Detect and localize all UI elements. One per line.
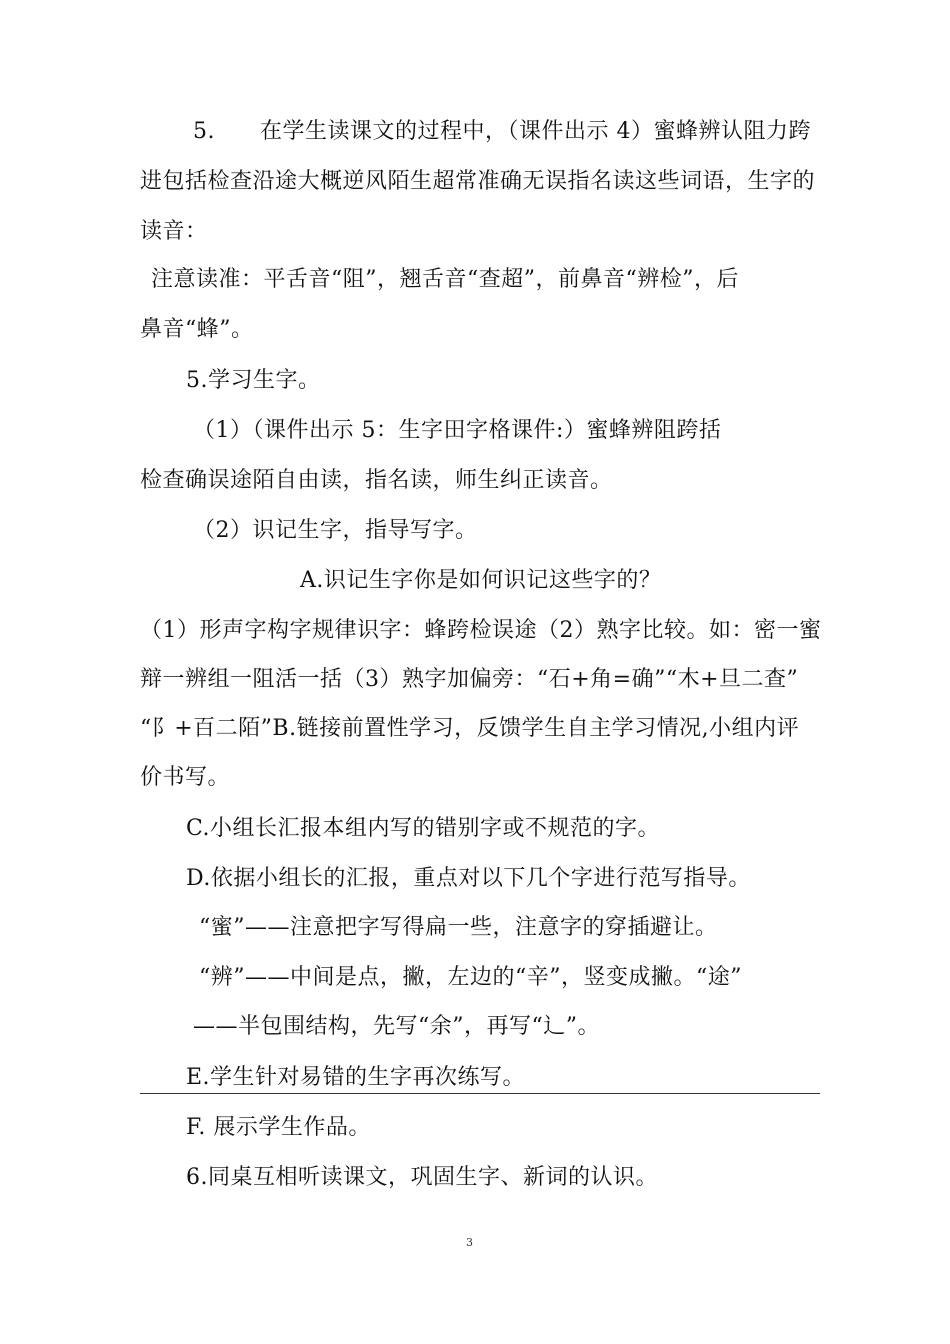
paragraph-line: 鼻音“蜂”。 <box>140 317 254 342</box>
paragraph-line: （1）形声字构字规律识字：蜂跨检误途（2）熟字比较。如：密一蜜 <box>140 618 822 643</box>
paragraph-line: 价书写。 <box>140 765 231 790</box>
paragraph-line: F. 展示学生作品。 <box>186 1115 371 1140</box>
paragraph-line: E.学生针对易错的生字再次练写。 <box>186 1065 526 1090</box>
horizontal-rule <box>140 1093 820 1094</box>
page-number: 3 <box>466 1236 473 1249</box>
paragraph-line: 进包括检查沿途大概逆风陌生超常准确无误指名读这些词语，生字的 <box>140 169 816 194</box>
paragraph-line: 检查确误途陌自由读，指名读，师生纠正读音。 <box>140 468 613 493</box>
paragraph-line: 辩一辨组一阻活一括（3）熟字加偏旁：“石+角=确”“木+旦二查” <box>140 667 799 692</box>
paragraph-line: “蜜”——注意把字写得扁一些，注意字的穿插避让。 <box>199 915 718 940</box>
paragraph-line: 注意读准：平舌音“阻”，翘舌音“查超”，前鼻音“辨检”，后 <box>151 267 739 292</box>
paragraph-line: 5. 在学生读课文的过程中，（课件出示 4）蜜蜂辨认阻力跨 <box>193 119 811 144</box>
paragraph-line: 读音： <box>140 219 208 244</box>
paragraph-line: 6.同桌互相听读课文，巩固生字、新词的认识。 <box>186 1165 658 1190</box>
paragraph-line: ——半包围结构，先写“余”，再写“辶”。 <box>193 1014 600 1039</box>
paragraph-line: D.依据小组长的汇报，重点对以下几个字进行范写指导。 <box>186 866 751 891</box>
paragraph-line: “辨”——中间是点，撇，左边的“辛”，竖变成撇。“途” <box>199 965 742 990</box>
paragraph-line: （2）识记生字，指导写字。 <box>193 518 478 543</box>
section-heading: 5.学习生字。 <box>186 368 321 393</box>
centered-line: A.识记生字你是如何识记这些字的？ <box>300 568 662 593</box>
paragraph-line: “阝+百二陌”B.链接前置性学习，反馈学生自主学习情况,小组内评 <box>140 716 800 741</box>
paragraph-line: C.小组长汇报本组内写的错别字或不规范的字。 <box>186 816 661 841</box>
paragraph-line: （1）（课件出示 5：生字田字格课件:）蜜蜂辨阻跨括 <box>193 418 722 443</box>
